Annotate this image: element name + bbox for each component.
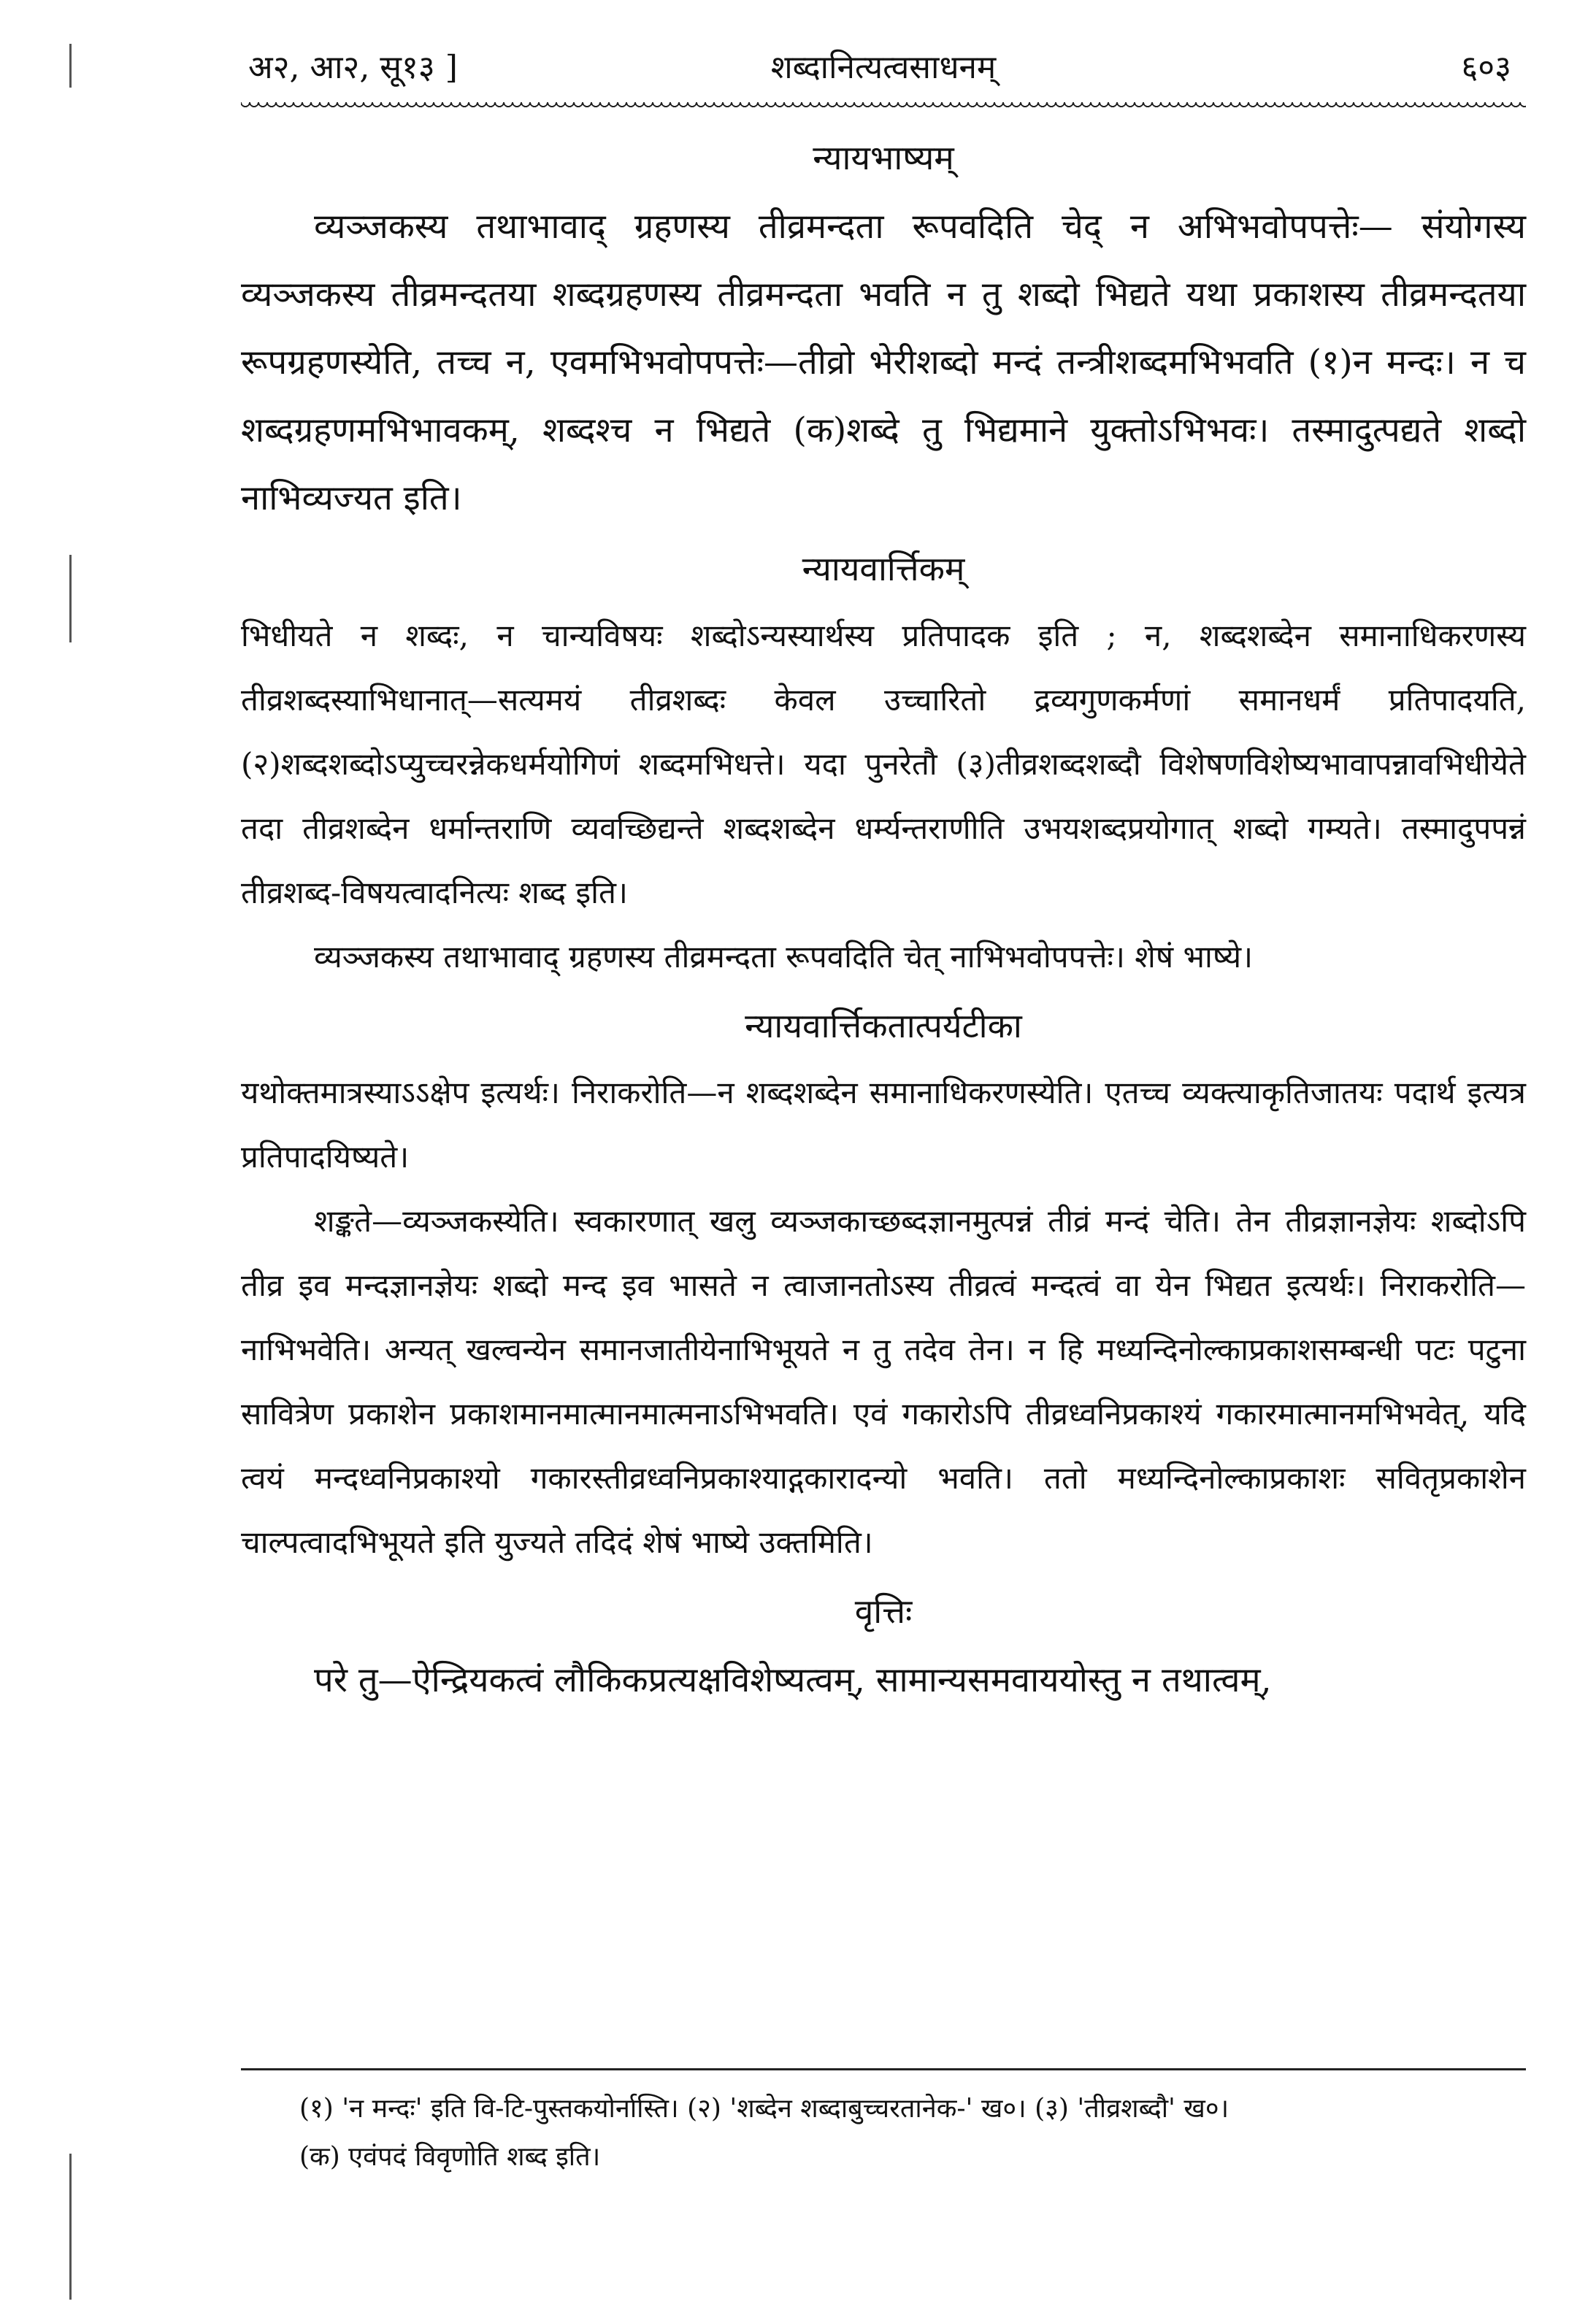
margin-mark <box>69 555 72 642</box>
running-title: शब्दानित्यत्वसाधनम् <box>770 49 997 86</box>
section-varttika <box>241 545 1526 989</box>
paragraph: परे तु—ऐन्द्रियकत्वं लौकिकप्रत्यक्षविशेष्यत्वम्, सामान्यसमवाययोस्तु न तथात्वम्, <box>314 1660 1272 1700</box>
paragraph: भिधीयते न शब्दः, न चान्यविषयः शब्दोऽन्यस्यार्थस्य प्रतिपादक इति ; न, शब्दशब्देन समानाधिकरणस्य तीव्रशब्दस्याभिधानात्—सत्यमयं तीव्रशब्दः केवल उच्चारितो द्रव्यगुणकर्मणां समानधर्मं प्रतिपादयति, (२)शब्दशब्दोऽप्युच्चरन्नेकधर्मयोगिणं शब्दमभिधत्ते। यदा पुनरेतौ (३)तीव्रशब्दशब्दौ विशेषणविशेष्यभावापन्नावभिधीयेते तदा तीव्रशब्देन धर्मान्तराणि व्यवच्छिद्यन्ते शब्दशब्देन धर्म्यन्तराणीति उभयशब्दप्रयोगात् शब्दो गम्यते। तस्मादुपपन्नं तीव्रशब्द-विषयत्वादनित्यः शब्द इति। <box>241 618 1526 910</box>
section-vritti <box>241 1588 1526 1714</box>
section-title: न्यायवार्त्तिकतात्पर्यटीका <box>745 1006 1022 1045</box>
paragraph: व्यञ्जकस्य तथाभावाद् ग्रहणस्य तीव्रमन्दता रूपवदिति चेत् नाभिभवोपपत्तेः। शेषं भाष्ये। <box>314 939 1254 975</box>
page-number: ६०३ <box>1461 49 1511 86</box>
margin-mark <box>69 44 72 88</box>
footnotes <box>263 2085 1526 2181</box>
section-title: वृत्तिः <box>854 1591 913 1631</box>
footnote-rule <box>241 2068 1526 2070</box>
footnote: (१) 'न मन्दः' इति वि-टि-पुस्तकयोर्नास्ति। (२) 'शब्देन शब्दाबुच्चरतानेक-' ख०। (३) 'तीव्रशब्दौ' ख०। <box>299 2094 1229 2124</box>
footnote: (क) एवंपदं विवृणोति शब्द इति। <box>299 2142 601 2172</box>
chapter-reference: अ२, आ२, सू१३ ] <box>248 49 458 86</box>
paragraph: शङ्कते—व्यञ्जकस्येति। स्वकारणात् खलु व्यञ्जकाच्छब्दज्ञानमुत्पन्नं तीव्रं मन्दं चेति। तेन तीव्रज्ञानज्ञेयः शब्दोऽपि तीव्र इव मन्दज्ञानज्ञेयः शब्दो मन्द इव भासते न त्वाजानतोऽस्य तीव्रत्वं मन्दत्वं वा येन भिद्यत इत्यर्थः। निराकरोति—नाभिभवेति। अन्यत् खल्वन्येन समानजातीयेनाभिभूयते न तु तदेव तेन। न हि मध्यन्दिनोल्काप्रकाशसम्बन्धी पटः पटुना सावित्रेण प्रकाशेन प्रकाशमानमात्मानमात्मनाऽभिभवति। एवं गकारोऽपि तीव्रध्वनिप्रकाश्यं गकारमात्मानमभिभवेत्, यदि त्वयं मन्दध्वनिप्रकाश्यो गकारस्तीव्रध्वनिप्रकाश्याद्गकारादन्यो भवति। ततो मध्यन्दिनोल्काप्रकाशः सवितृप्रकाशेन चाल्पत्वादभिभूयते इति युज्यते तदिदं शेषं भाष्ये उक्तमिति। <box>241 1203 1526 1560</box>
section-title: न्यायभाष्यम् <box>813 138 954 177</box>
paragraph: यथोक्तमात्रस्याऽऽक्षेप इत्यर्थः। निराकरोति—न शब्दशब्देन समानाधिकरणस्येति। एतच्च व्यक्त्याकृतिजातयः पदार्थ इत्यत्र प्रतिपादयिष्यते। <box>241 1075 1526 1175</box>
margin-mark <box>69 2154 72 2300</box>
header-rule <box>241 102 1526 112</box>
section-title: न्यायवार्त्तिकम् <box>802 549 965 588</box>
running-header <box>241 29 1526 102</box>
paragraph: व्यञ्जकस्य तथाभावाद् ग्रहणस्य तीव्रमन्दता रूपवदिति चेद् न अभिभवोपपत्तेः— संयोगस्य व्यञ्जकस्य तीव्रमन्दतया शब्दग्रहणस्य तीव्रमन्दता भवति न तु शब्दो भिद्यते यथा प्रकाशस्य तीव्रमन्दतया रूपग्रहणस्येति, तच्च न, एवमभिभवोपपत्तेः—तीव्रो भेरीशब्दो मन्दं तन्त्रीशब्दमभिभवति (१)न मन्दः। न च शब्दग्रहणमभिभावकम्, शब्दश्च न भिद्यते (क)शब्दे तु भिद्यमाने युक्तोऽभिभवः। तस्मादुत्पद्यते शब्दो नाभिव्यज्यत इति। <box>241 207 1526 518</box>
page <box>241 29 1526 1714</box>
section-bhashya <box>241 134 1526 532</box>
section-tika <box>241 1002 1526 1575</box>
